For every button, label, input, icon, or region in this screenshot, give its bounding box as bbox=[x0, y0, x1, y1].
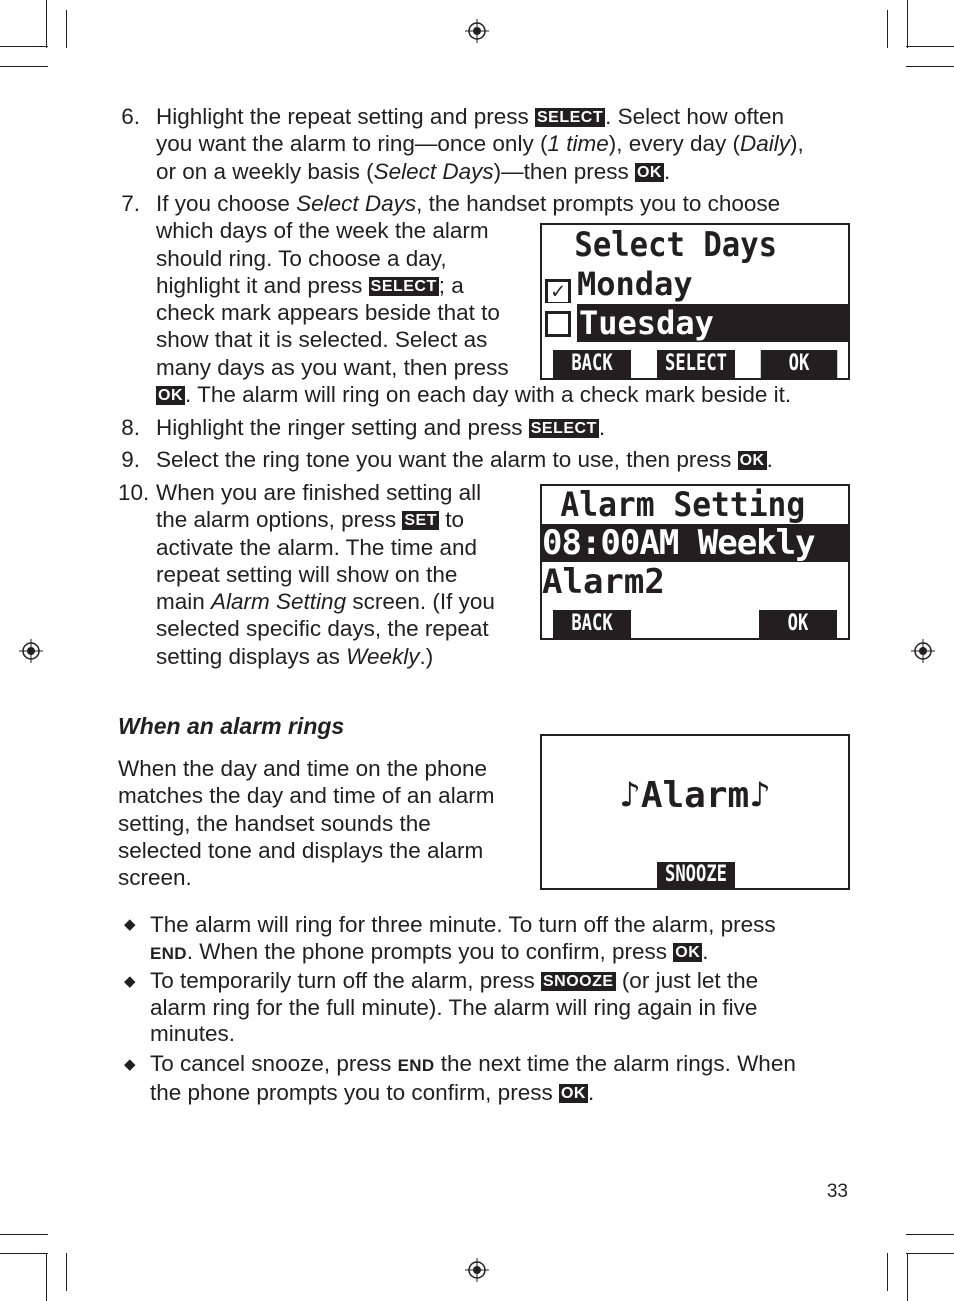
text-line: OK. The alarm will ring on each day with a check mark beside it. bbox=[158, 382, 792, 408]
text-line: The alarm will ring for three minute. To turn off the alarm, press bbox=[150, 912, 776, 937]
lcd-alarm-time: 08:00AM Weekly bbox=[542, 524, 848, 562]
checkbox-checked-icon: ✓ bbox=[545, 279, 571, 303]
softkey-label-snooze: SNOOZE bbox=[543, 973, 614, 990]
text-line: main Alarm Setting screen. (If you bbox=[156, 589, 495, 615]
step-text bbox=[156, 479, 526, 670]
softkey-label-select: SELECT bbox=[370, 277, 437, 295]
emphasis: Daily bbox=[740, 131, 791, 157]
emphasis: Select Days bbox=[296, 191, 417, 216]
text-line: matches the day and time of an alarm bbox=[118, 783, 495, 809]
softkey-label-select: SELECT bbox=[530, 420, 597, 437]
softkey-label-ok: OK bbox=[560, 1084, 586, 1102]
softkey-label-set: SET bbox=[404, 512, 437, 530]
softkey-back: BACK bbox=[553, 610, 631, 638]
section-body bbox=[118, 755, 528, 891]
text-line: setting, the handset sounds the bbox=[118, 810, 431, 836]
text-line: check mark appears beside that to bbox=[156, 300, 500, 326]
softkey-label-ok: OK bbox=[158, 387, 183, 405]
text-line: setting displays as Weekly.) bbox=[156, 643, 434, 669]
emphasis: Alarm Setting bbox=[211, 589, 347, 615]
text-line: To temporarily turn off the alarm, press SNOOZE (or just let the bbox=[150, 968, 759, 993]
registration-mark-icon bbox=[19, 639, 43, 663]
text-line: the alarm options, press SET to bbox=[156, 507, 465, 533]
softkey-label-select: SELECT bbox=[536, 109, 604, 126]
text-line: highlight it and press SELECT; a bbox=[156, 272, 464, 298]
softkey-snooze: SNOOZE bbox=[657, 862, 735, 888]
text-line: screen. bbox=[118, 865, 192, 891]
softkey-label-ok: OK bbox=[675, 944, 701, 962]
step-text bbox=[156, 414, 856, 441]
text-line: When you are finished setting all bbox=[156, 480, 482, 505]
step-number: 8. bbox=[121, 415, 140, 440]
lcd-title: Alarm Setting bbox=[560, 486, 806, 524]
page-number: 33 bbox=[826, 1181, 848, 1202]
text-line: many days as you want, then press bbox=[156, 354, 509, 380]
text-line: To cancel snooze, press END the next time the alarm rings. When bbox=[150, 1051, 796, 1076]
text-line: Highlight the repeat setting and press SELECT. Select how often bbox=[156, 104, 784, 129]
text-line: END. When the phone prompts you to confirm, press OK. bbox=[150, 939, 709, 965]
step-number: 7. bbox=[121, 191, 140, 216]
text-line: you want the alarm to ring—once only (1 time), every day (Daily), bbox=[156, 131, 804, 157]
registration-mark-icon bbox=[465, 1258, 489, 1282]
key-name-end: END bbox=[150, 944, 187, 964]
text-line: selected tone and displays the alarm bbox=[118, 837, 484, 863]
text-line: minutes. bbox=[150, 1021, 236, 1046]
softkey-select: SELECT bbox=[657, 350, 735, 378]
text-line: which days of the week the alarm bbox=[156, 218, 489, 244]
softkey-back: BACK bbox=[553, 350, 631, 378]
bullet-text bbox=[150, 1051, 850, 1106]
text-line: the phone prompts you to confirm, press OK. bbox=[150, 1079, 595, 1105]
emphasis: Select Days bbox=[373, 158, 494, 184]
lcd-alarm-ringing bbox=[540, 734, 850, 890]
emphasis: 1 time bbox=[547, 131, 609, 157]
lcd-alarm-title: ♪Alarm♪ bbox=[619, 775, 771, 816]
registration-mark-icon bbox=[911, 639, 935, 663]
checkbox-empty-icon bbox=[545, 311, 571, 337]
text-line: selected specific days, the repeat bbox=[156, 616, 489, 642]
text-line: should ring. To choose a day, bbox=[156, 245, 447, 271]
bullet-diamond-icon: ◆ bbox=[124, 973, 136, 990]
key-name-end: END bbox=[397, 1056, 435, 1075]
softkey-ok: OK bbox=[761, 350, 837, 378]
text-line: activate the alarm. The time and bbox=[156, 534, 477, 560]
text-line: alarm ring for the full minute). The alarm will ring again in five bbox=[150, 994, 758, 1020]
text-line: show that it is selected. Select as bbox=[156, 327, 488, 353]
text-line: Select the ring tone you want the alarm to use, then press OK. bbox=[156, 447, 773, 472]
lcd-softkeys bbox=[542, 350, 848, 378]
text-line: or on a weekly basis (Select Days)—then press OK. bbox=[156, 158, 671, 184]
step-number: 6. bbox=[121, 104, 140, 129]
lcd-item-label: Monday bbox=[577, 265, 693, 303]
bullet-text bbox=[150, 968, 850, 1048]
step-text bbox=[156, 103, 856, 185]
text-line: When the day and time on the phone bbox=[118, 756, 488, 781]
softkey-label-ok: OK bbox=[636, 163, 662, 181]
softkey-label-ok: OK bbox=[739, 452, 765, 469]
bullet-diamond-icon: ◆ bbox=[124, 916, 136, 933]
lcd-alarm-setting bbox=[540, 484, 850, 640]
lcd-item-label: Tuesday bbox=[577, 304, 848, 342]
bullet-diamond-icon: ◆ bbox=[124, 1056, 136, 1073]
text-line: Highlight the ringer setting and press SELECT. bbox=[156, 415, 606, 440]
lcd-item-monday bbox=[542, 265, 848, 303]
lcd-softkeys bbox=[542, 610, 848, 638]
lcd-select-days bbox=[540, 223, 850, 380]
step-number: 9. bbox=[121, 447, 140, 472]
lcd-title: Select Days bbox=[574, 225, 778, 265]
text-line: If you choose Select Days, the handset prompts you to choose bbox=[156, 191, 781, 216]
emphasis: Weekly bbox=[346, 643, 420, 669]
step-number: 10. bbox=[118, 480, 150, 505]
section-heading: When an alarm rings bbox=[118, 713, 345, 739]
registration-mark-icon bbox=[465, 19, 489, 43]
lcd-item-tuesday bbox=[542, 304, 848, 342]
step-text bbox=[156, 446, 856, 473]
softkey-ok: OK bbox=[759, 610, 837, 638]
bullet-text bbox=[150, 911, 850, 968]
text-line: repeat setting will show on the bbox=[156, 561, 458, 587]
lcd-alarm-name: Alarm2 bbox=[542, 563, 665, 601]
